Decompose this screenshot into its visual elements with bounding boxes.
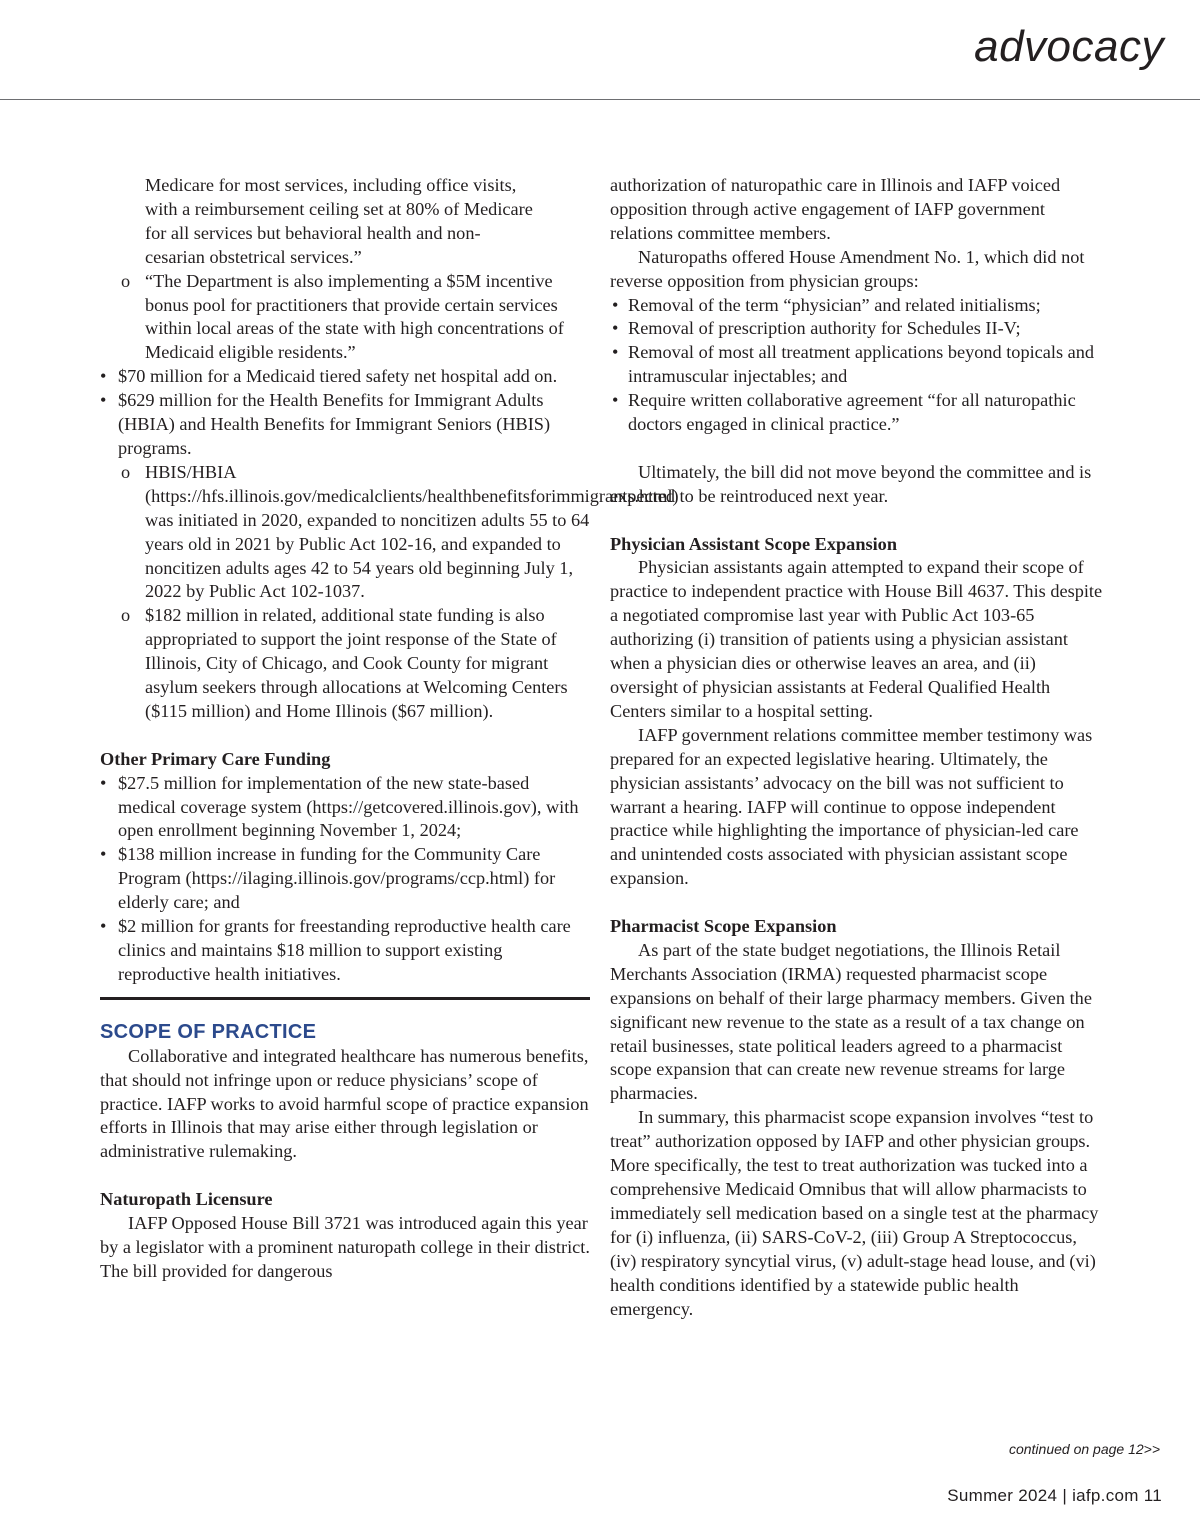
continued-sub-bullet-line: with a reimbursement ceiling set at 80% of Medicare	[145, 198, 533, 219]
continued-sub-bullet-line: for all services but behavioral health and non-	[145, 222, 481, 243]
amendment-intro-paragraph: Naturopaths offered House Amendment No. 1, which did not reverse opposition from physician groups:	[610, 246, 1085, 291]
naturopath-heading: Naturopath Licensure	[100, 1189, 273, 1210]
amendment-bullet: • Removal of most all treatment applications beyond topicals and intramuscular injectables; and	[610, 341, 1106, 389]
amendment-bullet: • Removal of prescription authority for Schedules II-V;	[610, 317, 1106, 341]
pa-scope-heading: Physician Assistant Scope Expansion	[610, 533, 897, 554]
sub-bullet-incentive-pool: o “The Department is also implementing a $5M incentive bonus pool for practitioners that provide certain services within local areas of the state with high concentrations of Medicaid eligible residents.”	[100, 270, 590, 366]
page-footer: Summer 2024 | iafp.com 11	[947, 1486, 1162, 1505]
left-column	[100, 174, 679, 1284]
scope-intro-paragraph: Collaborative and integrated healthcare has numerous benefits, that should not infringe upon or reduce physicians’ scope of practice. IAFP works to avoid harmful scope of practice expansion efforts in Illinois that may arise either through legislation or administrative rulemaking.	[100, 1045, 589, 1162]
amendment-bullet: • Require written collaborative agreement “for all naturopathic doctors engaged in clinical practice.”	[610, 389, 1106, 437]
header-divider	[0, 99, 1200, 100]
funding-bullet-community-care: • $138 million increase in funding for the Community Care Program (https://ilaging.illinois.gov/programs/ccp.html) for elderly care; and	[100, 843, 590, 915]
section-header-title: advocacy	[974, 22, 1164, 71]
continued-on-page-note: continued on page 12>>	[1008, 1441, 1160, 1457]
pharmacist-scope-heading: Pharmacist Scope Expansion	[610, 916, 837, 937]
continued-sub-bullet-line: cesarian obstetrical services.”	[145, 246, 362, 267]
continued-sub-bullet-line: Medicare for most services, including office visits,	[145, 175, 517, 195]
naturopath-outcome-paragraph: Ultimately, the bill did not move beyond the committee and is expected to be reintroduced next year.	[610, 461, 1092, 506]
right-column	[610, 174, 1106, 1321]
bullet-safety-net-hospital: • $70 million for a Medicaid tiered safety net hospital add on.	[100, 365, 590, 389]
section-divider	[100, 997, 590, 1000]
funding-bullet-reproductive-health: • $2 million for grants for freestanding reproductive health care clinics and maintains $18 million to support existing reproductive health initiatives.	[100, 915, 590, 987]
naturopath-paragraph: IAFP Opposed House Bill 3721 was introduced again this year by a legislator with a prominent naturopath college in their district. The bill provided for dangerous	[100, 1213, 590, 1281]
other-funding-heading: Other Primary Care Funding	[100, 748, 331, 769]
funding-bullet-coverage-system: • $27.5 million for implementation of the new state-based medical coverage system (https://getcovered.illinois.gov), with open enrollment beginning November 1, 2024;	[100, 772, 590, 844]
pa-paragraph-1: Physician assistants again attempted to expand their scope of practice to independent practice with House Bill 4637. This despite a negotiated compromise last year with Public Act 103-65 authorizing (i) transition of patients using a physician assistant when a physician dies or otherwise leaves an area, and (ii) oversight of physician assistants at Federal Qualified Health Centers similar to a hospital setting.	[610, 557, 1103, 721]
pa-paragraph-2: IAFP government relations committee member testimony was prepared for an expected legislative hearing. Ultimately, the physician assistants’ advocacy on the bill was not sufficient to warrant a hearing. IAFP will continue to oppose independent practice while highlighting the importance of physician-led care and unintended costs associated with physician assistant scope expansion.	[610, 724, 1093, 889]
amendment-bullet: • Removal of the term “physician” and related initialisms;	[610, 294, 1106, 318]
bullet-immigrant-health-benefits: • $629 million for the Health Benefits for Immigrant Adults (HBIA) and Health Benefits for Immigrant Seniors (HBIS) programs.	[100, 389, 590, 461]
sub-bullet-hbis-hbia: o HBIS/HBIA (https://hfs.illinois.gov/medicalclients/healthbenefitsforimmigrants.html) was initiated in 2020, expanded to noncitizen adults 55 to 64 years old in 2021 by Public Act 102-16, and expanded to noncitizen adults ages 42 to 54 years old beginning July 1, 2022 by Public Act 102-1037.	[100, 461, 590, 604]
sub-bullet-migrant-funding: o $182 million in related, additional state funding is also appropriated to support the joint response of the State of Illinois, City of Chicago, and Cook County for migrant asylum seekers through allocations at Welcoming Centers ($115 million) and Home Illinois ($67 million).	[100, 604, 590, 724]
scope-of-practice-title: SCOPE OF PRACTICE	[100, 1020, 317, 1043]
pharmacist-paragraph-1: As part of the state budget negotiations, the Illinois Retail Merchants Association (IRMA) requested pharmacist scope expansions on behalf of their large pharmacy members. Given the significant new revenue to the state as a result of a tax change on retail businesses, state political leaders agreed to a pharmacist scope expansion that can create new revenue streams for large pharmacies.	[610, 939, 1092, 1104]
pharmacist-paragraph-2: In summary, this pharmacist scope expansion involves “test to treat” authorization opposed by IAFP and other physician groups. More specifically, the test to treat authorization was tucked into a comprehensive Medicaid Omnibus that will allow pharmacists to immediately sell medication based on a single test at the pharmacy for (i) influenza, (ii) SARS-CoV-2, (iii) Group A Streptococcus, (iv) respiratory syncytial virus, (v) adult-stage head louse, and (vi) health conditions identified by a statewide public health emergency.	[610, 1107, 1099, 1319]
naturopath-continued-paragraph: authorization of naturopathic care in Illinois and IAFP voiced opposition through active engagement of IAFP government relations committee members.	[610, 175, 1061, 243]
